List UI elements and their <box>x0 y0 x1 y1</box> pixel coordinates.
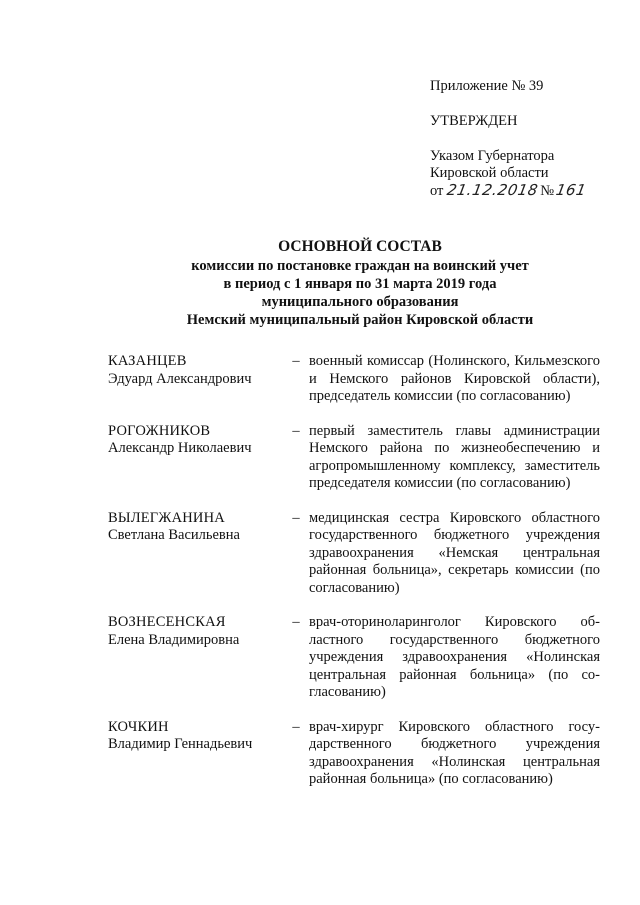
member-given-name: Владимир Геннадьевич <box>108 736 253 752</box>
member-dash: – <box>292 422 300 439</box>
decree-date-line <box>430 182 620 200</box>
member-name <box>108 353 283 388</box>
member-surname: ВОЗНЕСЕНСКАЯ <box>108 614 226 630</box>
document-title <box>100 238 620 329</box>
member-description: медицинская сестра Кировского областного государственного бюджетного учреждения здравоохранения «Немская центральная районная больница», секретарь комиссии (по согласованию) <box>309 509 600 596</box>
handwritten-date: 21.12.2018 <box>445 181 540 199</box>
member-row <box>108 614 600 702</box>
member-description: первый заместитель главы администрации Немского района по жизнеобеспечению и агропромышленному комплексу, заместитель председателя комиссии (по согласованию) <box>309 422 600 491</box>
member-dash: – <box>292 614 300 630</box>
member-surname: РОГОЖНИКОВ <box>108 422 211 439</box>
member-given-name: Эдуард Александрович <box>108 370 252 387</box>
date-prefix: от <box>430 183 444 199</box>
member-row <box>108 510 600 598</box>
title-main: ОСНОВНОЙ СОСТАВ <box>278 238 442 255</box>
decree-line-1: Указом Губернатора <box>430 148 555 164</box>
handwritten-number: 161 <box>554 181 588 199</box>
member-given-name: Александр Николаевич <box>108 440 252 456</box>
members-list <box>108 353 600 789</box>
member-row <box>108 423 600 493</box>
appendix-label: Приложение № 39 <box>430 78 544 94</box>
member-row <box>108 353 600 406</box>
approval-block <box>430 78 620 200</box>
member-row <box>108 719 600 789</box>
decree-line-2: Кировской области <box>430 165 549 181</box>
member-description: врач-оториноларинголог Кировского областного государственного бюджетного учреждения здравоохранения «Нолинская центральная районная больница» (по согласованию) <box>309 614 600 700</box>
title-line-2: в период с 1 января по 31 марта 2019 года <box>223 276 497 292</box>
approved-label: УТВЕРЖДЕН <box>430 113 518 129</box>
member-name <box>108 510 283 545</box>
member-dash: – <box>292 353 300 369</box>
member-surname: КОЧКИН <box>108 718 169 735</box>
member-dash: – <box>292 509 300 526</box>
member-given-name: Елена Владимировна <box>108 631 240 648</box>
title-line-1: комиссии по постановке граждан на воинский учет <box>191 258 529 274</box>
member-name <box>108 614 283 649</box>
member-name <box>108 423 283 458</box>
member-description: врач-хирург Кировского областного государственного бюджетного учреждения здравоохранения «Нолинская центральная районная больница» (по согласованию) <box>309 718 600 787</box>
member-dash: – <box>292 718 300 735</box>
member-surname: ВЫЛЕГЖАНИНА <box>108 509 225 526</box>
title-line-3: муниципального образования <box>261 294 459 310</box>
title-line-4: Немский муниципальный район Кировской области <box>186 312 534 328</box>
member-description: военный комиссар (Нолинского, Кильмезского и Немского районов Кировской области), председатель комиссии (по согласованию) <box>309 353 600 404</box>
member-name <box>108 719 283 754</box>
member-surname: КАЗАНЦЕВ <box>108 353 187 369</box>
number-prefix: № <box>540 183 555 199</box>
member-given-name: Светлана Васильевна <box>108 527 240 543</box>
